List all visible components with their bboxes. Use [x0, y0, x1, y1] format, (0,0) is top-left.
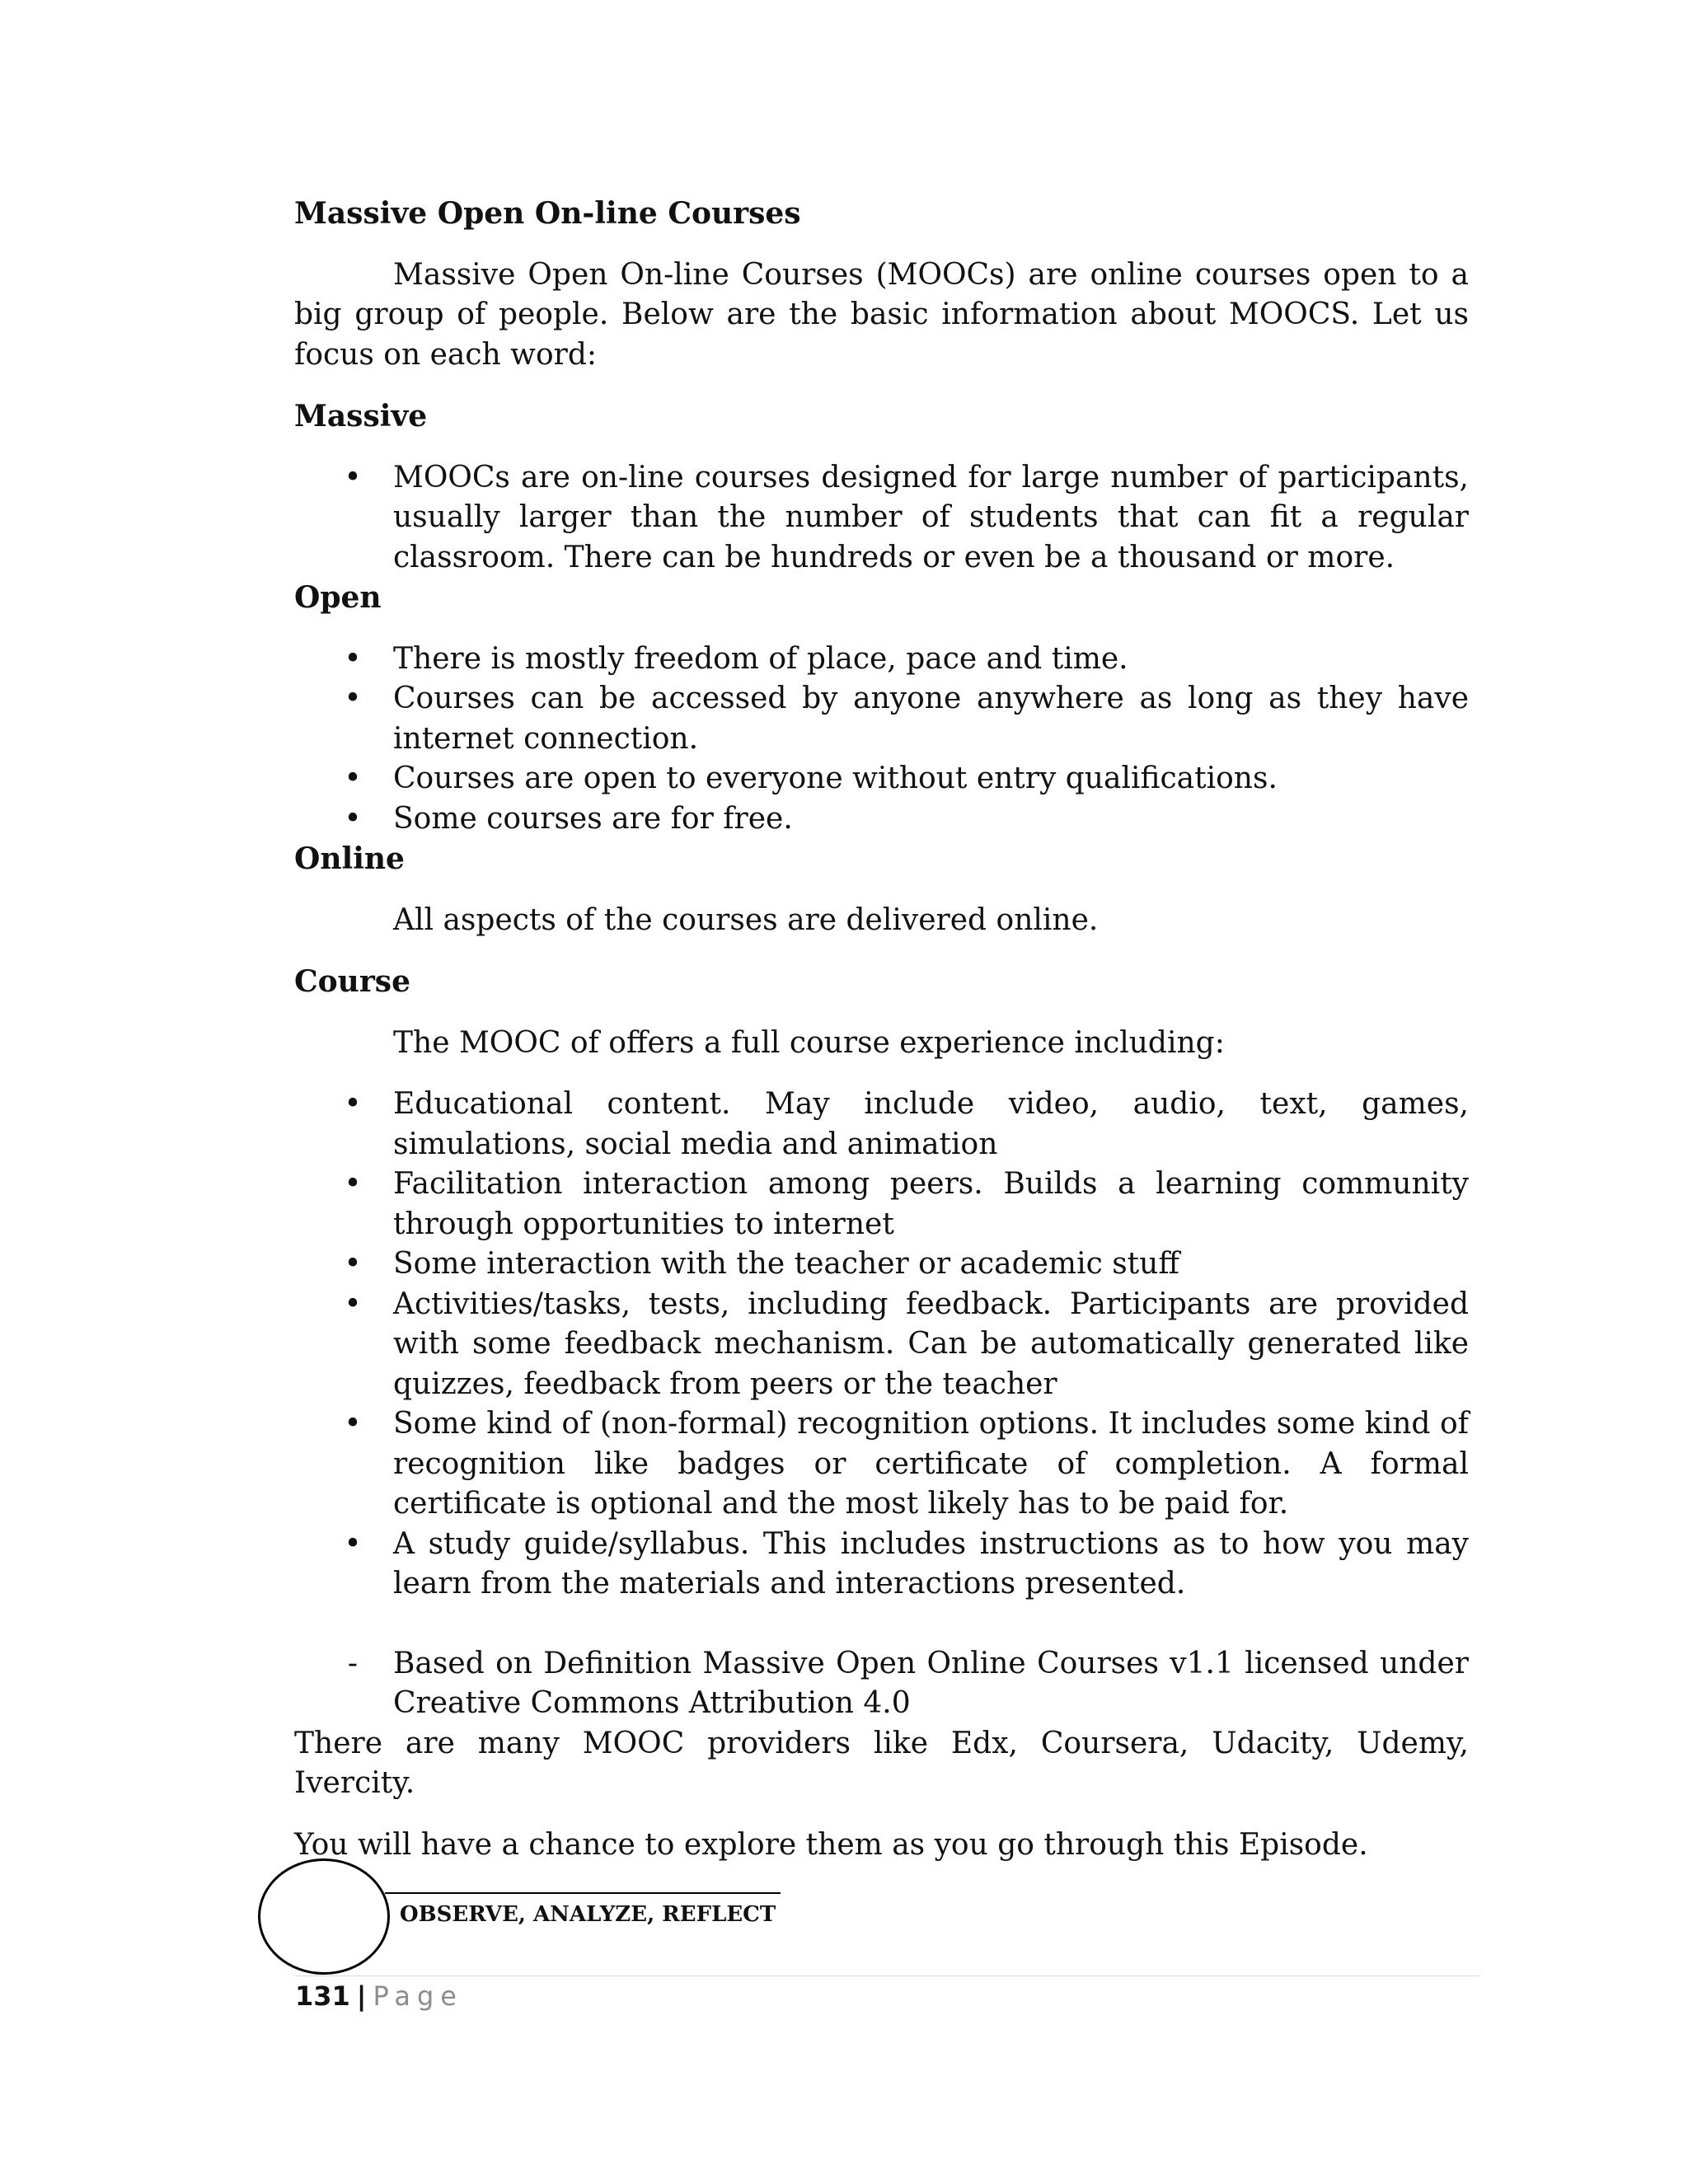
bullet-icon: • [344, 1167, 362, 1201]
course-text: The MOOC of offers a full course experience including: [393, 1025, 1225, 1060]
massive-list [294, 458, 1469, 579]
page-number-value: 131 [295, 1980, 350, 2012]
intro-paragraph: Massive Open On-line Courses (MOOCs) are online courses open to a big group of people. Below are the basic information about MOOCS. Let us focus on each word: [294, 257, 1469, 372]
bullet-icon: • [344, 762, 362, 795]
source-note [294, 1644, 1469, 1724]
section-heading-massive: Massive [294, 399, 428, 434]
list-item: • Some courses are for free. [294, 799, 1469, 840]
providers-text: There are many MOOC providers like Edx, Coursera, Udacity, Udemy, Ivercity. [294, 1726, 1469, 1800]
online-text: All aspects of the courses are delivered online. [393, 902, 1099, 937]
open-list [294, 640, 1469, 840]
bullet-icon: • [344, 460, 362, 494]
section-heading-open: Open [294, 580, 382, 615]
bullet-icon: • [344, 1407, 362, 1441]
circle-icon [258, 1858, 390, 1975]
section-divider [385, 1892, 781, 1894]
list-item: • Facilitation interaction among peers. Builds a learning community through opportunities to internet [294, 1165, 1469, 1244]
document-title: Massive Open On-line Courses [294, 196, 801, 231]
list-item: • Activities/tasks, tests, including feedback. Participants are provided with some feedback mechanism. Can be automatically generated like quizzes, feedback from peers or the teacher [294, 1285, 1469, 1405]
list-item: • Courses can be accessed by anyone anywhere as long as they have internet connection. [294, 679, 1469, 759]
list-item: • A study guide/syllabus. This includes instructions as to how you may learn from the materials and interactions presented. [294, 1525, 1469, 1605]
list-item: • Educational content. May include video, audio, text, games, simulations, social media and animation [294, 1085, 1469, 1165]
section-heading-online: Online [294, 841, 405, 876]
bullet-icon: • [344, 682, 362, 715]
bullet-icon: • [344, 641, 362, 676]
bullet-icon: • [344, 1526, 362, 1561]
list-item: • There is mostly freedom of place, pace and time. [294, 640, 1469, 680]
footer [258, 1858, 1479, 2023]
footer-divider [294, 1975, 1479, 1976]
bullet-icon: • [344, 1087, 362, 1121]
closing-text: You will have a chance to explore them as you go through this Episode. [294, 1827, 1368, 1862]
list-item: • Some interaction with the teacher or academic stuff [294, 1244, 1469, 1285]
section-label: OBSERVE, ANALYZE, REFLECT [400, 1902, 776, 1927]
list-item: • Some kind of (non-formal) recognition options. It includes some kind of recognition like badges or certificate of completion. A formal certificate is optional and the most likely has to be paid for. [294, 1404, 1469, 1525]
source-note-item: - Based on Definition Massive Open Online Courses v1.1 licensed under Creative Commons Attribution 4.0 [294, 1644, 1469, 1724]
page-content [294, 194, 1469, 1865]
page-word: Page [373, 1980, 463, 2012]
dash-marker: - [347, 1646, 359, 1680]
bullet-icon: • [344, 1286, 362, 1321]
bullet-icon: • [344, 1247, 362, 1281]
list-item: • Courses are open to everyone without entry qualifications. [294, 759, 1469, 799]
page-number [295, 1980, 463, 2012]
list-item: • MOOCs are on-line courses designed for large number of participants, usually larger than the number of students that can fit a regular classroom. There can be hundreds or even be a thousand or more. [294, 458, 1469, 579]
bullet-icon: • [344, 801, 362, 836]
page-separator: | [356, 1980, 367, 2012]
course-list [294, 1085, 1469, 1605]
section-heading-course: Course [294, 964, 410, 999]
